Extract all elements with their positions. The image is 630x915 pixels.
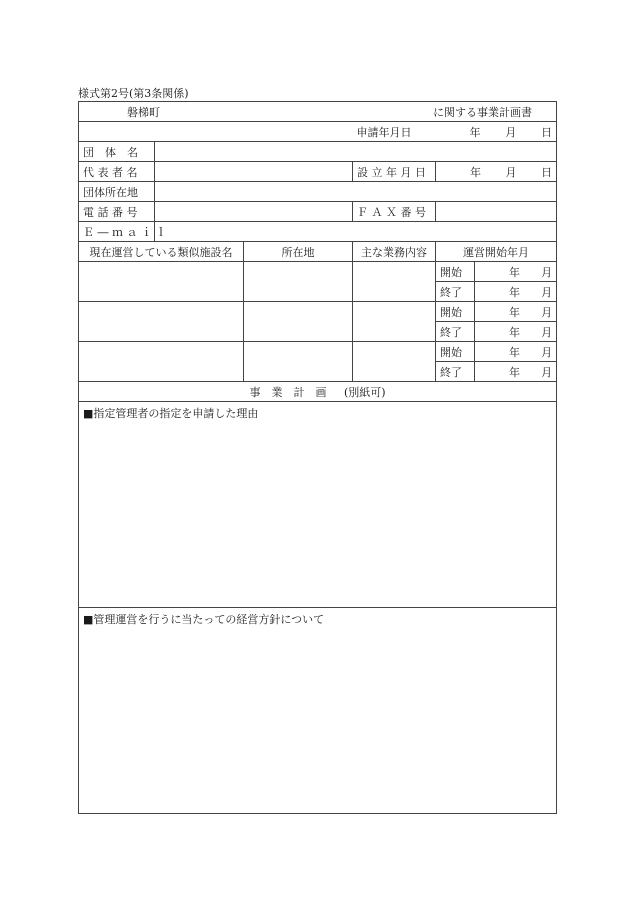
representative-field[interactable] — [155, 162, 353, 182]
policy-heading: ■管理運営を行うに当たっての経営方針について — [83, 613, 325, 626]
start-date-field[interactable]: 年 月 — [475, 262, 557, 282]
group-name-field[interactable] — [155, 142, 557, 162]
plan-note: (別紙可) — [343, 385, 386, 399]
fax-label: Ｆ Ａ Ｘ 番 号 — [353, 202, 436, 222]
form-caption: 様式第2号(第3条関係) — [78, 87, 189, 100]
email-field[interactable] — [155, 222, 557, 242]
address-row — [79, 182, 557, 202]
facility-location-field[interactable] — [244, 262, 353, 302]
policy-textarea[interactable] — [79, 608, 557, 814]
representative-row — [79, 162, 557, 182]
end-label: 終了 — [436, 322, 475, 342]
end-label: 終了 — [436, 282, 475, 302]
reason-heading: ■指定管理者の指定を申請した理由 — [83, 407, 259, 420]
facility-business-field[interactable] — [353, 262, 436, 302]
town-name: 磐梯町 — [127, 105, 160, 119]
plan-title: 事 業 計 画 — [249, 385, 327, 399]
application-form-table — [78, 101, 557, 814]
start-label: 開始 — [436, 262, 475, 282]
facility-row — [79, 262, 557, 282]
established-label: 設 立 年 月 日 — [353, 162, 436, 182]
address-field[interactable] — [155, 182, 557, 202]
fax-field[interactable] — [436, 202, 557, 222]
phone-field[interactable] — [155, 202, 353, 222]
facility-location-header: 所在地 — [244, 242, 353, 262]
policy-section — [79, 608, 557, 814]
facility-location-field[interactable] — [244, 342, 353, 382]
title-row — [79, 102, 557, 122]
start-date-field[interactable]: 年 月 — [475, 342, 557, 362]
application-date-field[interactable]: 年 月 日 — [436, 122, 557, 142]
plan-header-row — [79, 382, 557, 402]
facility-start-header: 運営開始年月 — [436, 242, 557, 262]
facility-business-field[interactable] — [353, 342, 436, 382]
facility-business-field[interactable] — [353, 302, 436, 342]
facility-name-field[interactable] — [79, 342, 244, 382]
facilities-header-row — [79, 242, 557, 262]
facility-name-header: 現在運営している類似施設名 — [79, 242, 244, 262]
application-date-row — [79, 122, 557, 142]
group-name-row — [79, 142, 557, 162]
phone-label: 電 話 番 号 — [79, 202, 155, 222]
reason-textarea[interactable] — [79, 402, 557, 608]
facility-location-field[interactable] — [244, 302, 353, 342]
start-date-field[interactable]: 年 月 — [475, 302, 557, 322]
facility-business-header: 主な業務内容 — [353, 242, 436, 262]
email-row — [79, 222, 557, 242]
reason-section — [79, 402, 557, 608]
email-label: Ｅ ― ｍ ａ ｉ ｌ — [79, 222, 155, 242]
end-date-field[interactable]: 年 月 — [475, 282, 557, 302]
end-date-field[interactable]: 年 月 — [475, 362, 557, 382]
facility-name-field[interactable] — [79, 302, 244, 342]
application-date-label: 申請年月日 — [353, 122, 436, 142]
start-label: 開始 — [436, 302, 475, 322]
established-date-field[interactable]: 年 月 日 — [436, 162, 557, 182]
group-name-label: 団 体 名 — [79, 142, 155, 162]
phone-row — [79, 202, 557, 222]
end-label: 終了 — [436, 362, 475, 382]
facility-name-field[interactable] — [79, 262, 244, 302]
end-date-field[interactable]: 年 月 — [475, 322, 557, 342]
representative-label: 代 表 者 名 — [79, 162, 155, 182]
start-label: 開始 — [436, 342, 475, 362]
form-title: に関する事業計画書 — [433, 105, 533, 119]
facility-row — [79, 342, 557, 362]
address-label: 団体所在地 — [79, 182, 155, 202]
facility-row — [79, 302, 557, 322]
